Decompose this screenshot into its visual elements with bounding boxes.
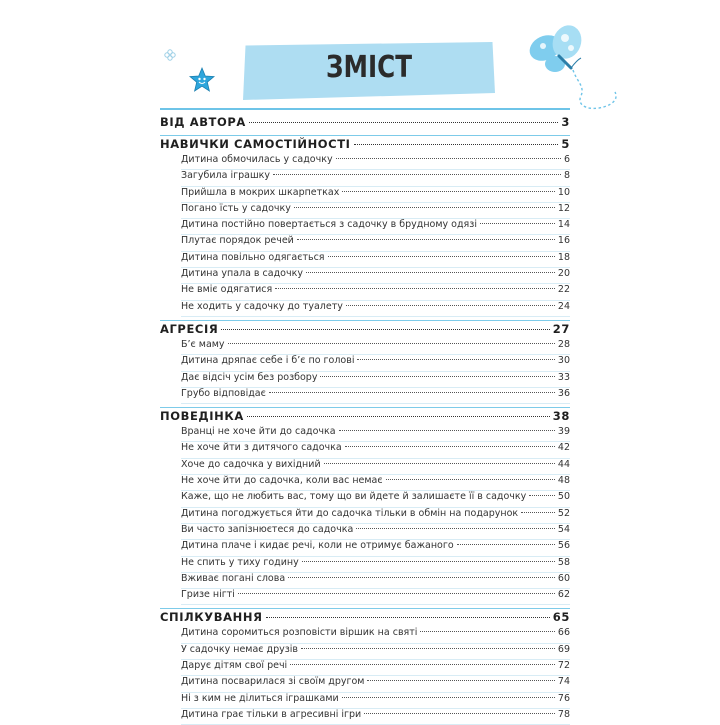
toc-entry[interactable] [160,589,570,605]
page-number: 52 [557,507,570,519]
page-number: 50 [557,491,570,503]
toc-entry[interactable] [160,301,570,317]
page-number: 10 [557,186,570,198]
dot-leader [247,416,550,417]
toc-entry[interactable] [160,388,570,404]
toc-entry[interactable] [160,187,570,203]
page-number: 62 [557,589,570,601]
dot-leader [356,528,555,529]
page-number: 27 [552,321,570,336]
toc-entry[interactable] [160,693,570,709]
title-divider [160,108,570,110]
page-number: 69 [557,643,570,655]
star-smiley-icon [188,66,216,94]
entry-title: Вранці не хоче йти до садочка [181,426,336,438]
page-number: 58 [557,556,570,568]
dot-leader [339,430,555,431]
toc-entry[interactable] [160,203,570,219]
toc-entry[interactable] [160,557,570,573]
entry-title: Погано їсть у садочку [181,202,291,214]
chapter-title: ПОВЕДІНКА [160,409,244,424]
dot-leader [288,577,555,578]
toc-entry[interactable] [160,339,570,355]
toc-chapter[interactable] [160,608,570,627]
entry-title: Грубо відповідає [181,387,266,399]
dot-leader [480,223,555,224]
page-number: 38 [552,409,570,424]
dot-leader [420,631,554,632]
toc-entry[interactable] [160,676,570,692]
entry-title: Дитина посварилася зі своїм другом [181,676,365,688]
dot-leader [290,664,555,665]
page-number: 72 [557,660,570,672]
dot-leader [302,561,555,562]
entry-title: Дитина повільно одягається [181,251,325,263]
dot-leader [345,446,555,447]
dot-leader [221,329,549,330]
toc-entry[interactable] [160,508,570,524]
entry-title: Б’є маму [181,338,225,350]
toc-entry[interactable] [160,491,570,507]
page-number: 6 [563,154,570,165]
dot-leader [297,239,555,240]
dot-leader [266,617,550,618]
dot-leader [273,174,561,175]
dot-leader [457,544,555,545]
toc-entry[interactable] [160,355,570,371]
entry-title: Не спить у тиху годину [181,556,299,568]
toc-entry[interactable] [160,644,570,660]
entry-title: Дитина упала в садочку [181,268,303,280]
page-number: 30 [557,355,570,367]
toc-entry[interactable] [160,268,570,284]
dot-leader [342,697,555,698]
entry-title: Хоче до садочка у вихідний [181,458,321,470]
chapter-title: НАВИЧКИ САМОСТІЙНОСТІ [160,137,351,151]
page-number: 76 [557,692,570,704]
toc-entry[interactable] [160,475,570,491]
page-number: 39 [557,426,570,438]
toc-entry[interactable] [160,709,570,725]
dot-leader [354,144,559,145]
toc-entry[interactable] [160,660,570,676]
page-number: 24 [557,300,570,312]
dot-leader [249,122,558,123]
page-number: 74 [557,676,570,688]
toc-chapter[interactable] [160,407,570,426]
page-number: 56 [557,540,570,552]
entry-title: Не хоче йти до садочка, коли вас немає [181,475,383,487]
dot-leader [342,191,555,192]
entry-title: Дитина грає тільки в агресивні ігри [181,708,362,720]
toc-entry[interactable] [160,219,570,235]
dot-leader [275,288,555,289]
entry-title: Дитина плаче і кидає речі, коли не отримує бажаного [181,540,454,552]
page-number: 12 [557,202,570,214]
dot-leader [386,479,555,480]
dot-leader [238,593,555,594]
dot-leader [324,463,555,464]
page-number: 54 [557,523,570,535]
entry-title: Дитина обмочилась у садочку [181,154,333,165]
page-number: 44 [557,458,570,470]
dot-leader [364,713,555,714]
chapter-title: ВІД АВТОРА [160,115,246,129]
dot-leader [521,512,555,513]
table-of-contents [160,115,570,725]
page-number: 36 [557,387,570,399]
dot-leader [320,376,554,377]
toc-entry[interactable] [160,170,570,186]
entry-title: Дитина постійно повертається з садочку в брудному одязі [181,219,477,231]
toc-entry[interactable] [160,627,570,643]
chapter-title: СПІЛКУВАННЯ [160,610,263,625]
toc-entry[interactable] [160,573,570,589]
entry-title: Дитина соромиться розповісти віршик на святі [181,627,418,639]
dot-leader [228,343,555,344]
page-number: 33 [557,371,570,383]
dot-leader [346,305,555,306]
dot-leader [367,680,554,681]
page-number: 3 [561,115,570,129]
dot-leader [336,158,561,159]
dot-leader [294,207,555,208]
page-number: 22 [557,284,570,296]
page-number: 14 [557,219,570,231]
page-number: 66 [557,627,570,639]
entry-title: Не ходить у садочку до туалету [181,300,343,312]
dot-leader [529,495,555,496]
dot-leader [269,392,555,393]
toc-chapter[interactable] [160,115,570,132]
page-number: 65 [552,610,570,625]
entry-title: Дитина дряпає себе і б’є по голові [181,355,355,367]
entry-title: У садочку немає друзів [181,643,299,655]
entry-title: Загубила іграшку [181,170,271,182]
dot-leader [306,272,555,273]
entry-title: Не вміє одягатися [181,284,273,296]
page-number: 16 [557,235,570,247]
page-number: 8 [563,170,570,182]
toc-entry[interactable] [160,252,570,268]
entry-title: Вживає погані слова [181,572,286,584]
page-number: 18 [557,251,570,263]
toc-entry[interactable] [160,524,570,540]
dot-leader [357,359,554,360]
entry-title: Каже, що не любить вас, тому що ви йдете й залишаєте її в садочку [181,491,527,503]
toc-entry[interactable] [160,235,570,251]
page-number: 60 [557,572,570,584]
dot-leader [328,256,555,257]
page-number: 20 [557,268,570,280]
page-number: 78 [557,708,570,720]
flower-doodle-icon [163,48,177,62]
page-number: 42 [557,442,570,454]
chapter-title: АГРЕСІЯ [160,321,219,336]
entry-title: Ви часто запізнюєтеся до садочка [181,523,354,535]
toc-entry[interactable] [160,442,570,458]
toc-chapter[interactable] [160,320,570,339]
page-number: 48 [557,475,570,487]
toc-entry[interactable] [160,154,570,170]
entry-title: Дитина погоджується йти до садочка тільки в обмін на подарунок [181,507,519,519]
butterfly-icon [515,20,625,115]
toc-entry[interactable] [160,459,570,475]
entry-title: Прийшла в мокрих шкарпетках [181,186,340,198]
toc-entry[interactable] [160,372,570,388]
entry-title: Гризе нігті [181,589,235,601]
page-number: 28 [557,338,570,350]
dot-leader [301,648,555,649]
page-number: 5 [561,137,570,151]
toc-entry[interactable] [160,426,570,442]
toc-entry[interactable] [160,284,570,300]
entry-title: Ні з ким не ділиться іграшками [181,692,339,704]
toc-entry[interactable] [160,540,570,556]
entry-title: Не хоче йти з дитячого садочка [181,442,342,454]
page-title: ЗМІСТ [326,50,412,85]
entry-title: Дарує дітям свої речі [181,660,288,672]
entry-title: Плутає порядок речей [181,235,294,247]
entry-title: Дає відсіч усім без розбору [181,371,318,383]
toc-chapter[interactable] [160,135,570,154]
